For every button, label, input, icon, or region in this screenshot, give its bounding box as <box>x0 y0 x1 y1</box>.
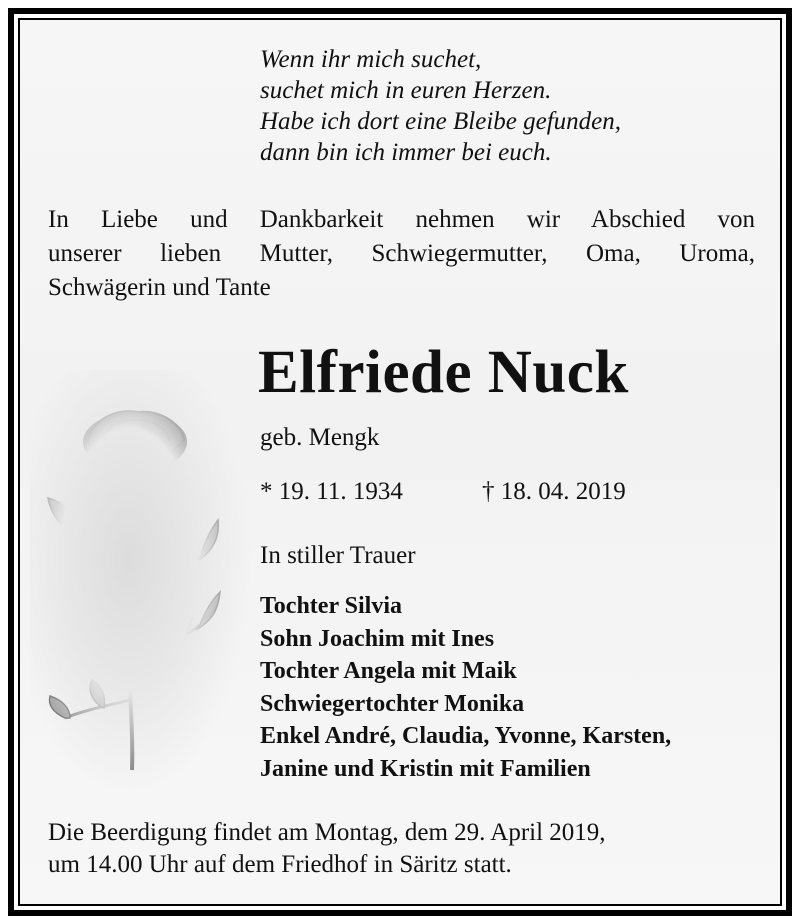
family-member: Sohn Joachim mit Ines <box>260 625 495 652</box>
death-date: † 18. 04. 2019 <box>482 478 626 505</box>
family-member: Enkel André, Claudia, Yvonne, Karsten, <box>260 723 672 750</box>
funeral-info <box>48 817 606 881</box>
poem-line: dann bin ich immer bei euch. <box>260 139 552 166</box>
intro-line: unserer lieben Mutter, Schwiegermutter, Oma, Uroma, <box>48 240 755 267</box>
family-member: Tochter Silvia <box>260 593 403 619</box>
poem-line: suchet mich in euren Herzen. <box>260 77 552 104</box>
family-member: Janine und Kristin mit Familien <box>260 755 591 782</box>
intro-line: In Liebe und Dankbarkeit nehmen wir Abschied von <box>48 206 755 233</box>
rose-illustration <box>20 360 270 810</box>
intro-line: Schwägerin und Tante <box>48 274 271 301</box>
family-member: Tochter Angela mit Maik <box>260 658 517 685</box>
rose-glow <box>30 370 250 790</box>
funeral-line: Die Beerdigung findet am Montag, dem 29. April 2019, <box>48 819 606 846</box>
deceased-name: Elfriede Nuck <box>258 339 629 406</box>
birth-name: geb. Mengk <box>260 424 380 451</box>
life-dates <box>260 478 626 506</box>
intro-paragraph <box>48 203 755 305</box>
poem-line: Habe ich dort eine Bleibe gefunden, <box>260 108 621 135</box>
obituary-notice <box>18 18 782 906</box>
family-member: Schwiegertochter Monika <box>260 690 525 717</box>
poem-line: Wenn ihr mich suchet, <box>260 46 482 73</box>
mourning-heading: In stiller Trauer <box>260 542 416 569</box>
funeral-line: um 14.00 Uhr auf dem Friedhof in Säritz statt. <box>48 851 512 878</box>
birth-date: * 19. 11. 1934 <box>260 478 403 505</box>
poem <box>260 44 621 168</box>
family-list <box>260 590 671 786</box>
